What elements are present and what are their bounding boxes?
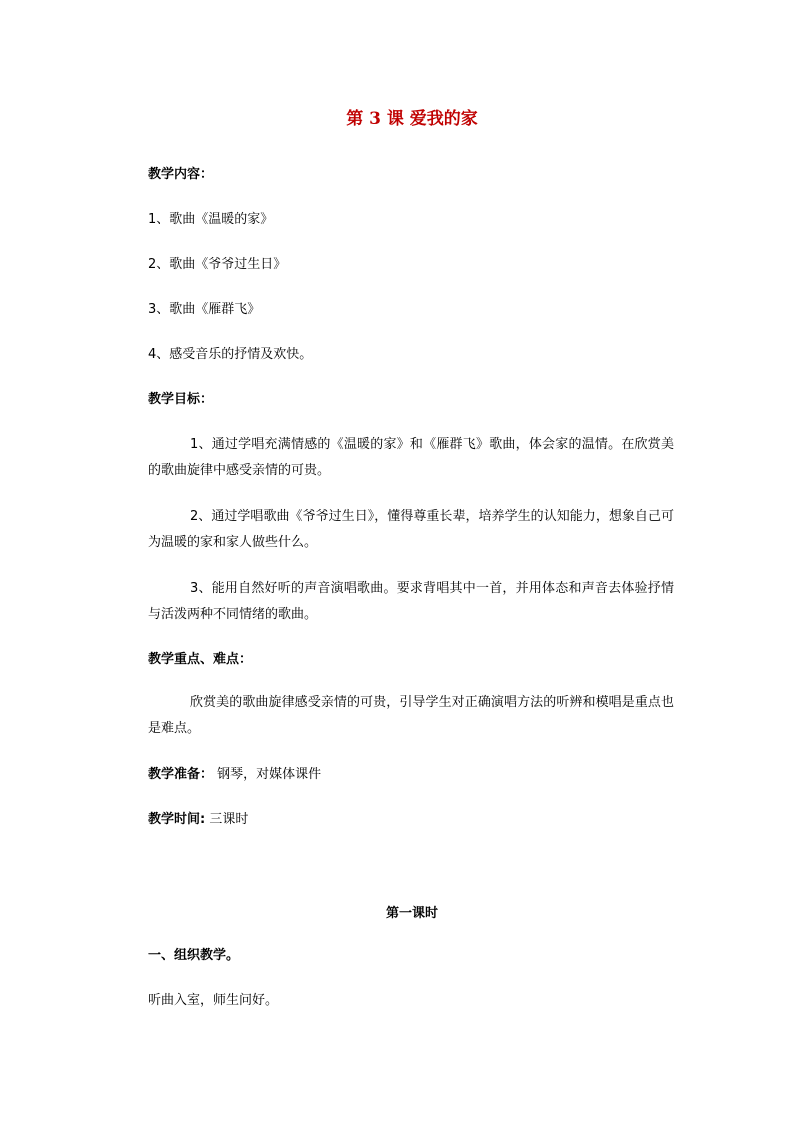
content-heading: 教学内容： — [148, 167, 214, 182]
preparation-value: 钢琴，对媒体课件 — [213, 767, 322, 782]
section-text: 听曲入室，师生问好。 — [148, 993, 279, 1008]
content-item: 1、歌曲《温暖的家》 — [148, 212, 274, 227]
lesson-heading: 第一课时 — [385, 906, 438, 921]
time-line — [148, 811, 248, 829]
section-heading: 一、组织教学。 — [148, 948, 240, 963]
preparation-label: 教学准备： — [148, 767, 214, 782]
time-value: 三课时 — [205, 812, 249, 827]
content-item: 2、歌曲《爷爷过生日》 — [148, 257, 287, 272]
goal-item: 1、通过学唱充满情感的《温暖的家》和《雁群飞》歌曲，体会家的温情。在欣赏美的歌曲旋律中感受亲情的可贵。 — [148, 437, 674, 478]
content-item: 3、歌曲《雁群飞》 — [148, 302, 261, 317]
time-label: 教学时间: — [148, 812, 206, 827]
preparation-line — [148, 766, 321, 784]
goal-item: 3、能用自然好听的声音演唱歌曲。要求背唱其中一首，并用体态和声音去体验抒情与活泼两种不同情绪的歌曲。 — [148, 581, 674, 622]
key-points-heading: 教学重点、难点： — [148, 652, 253, 667]
goal-item: 2、通过学唱歌曲《爷爷过生日》，懂得尊重长辈，培养学生的认知能力，想象自己可为温暖的家和家人做些什么。 — [148, 509, 674, 550]
content-item: 4、感受音乐的抒情及欢快。 — [148, 347, 313, 362]
page-title: 第 3 课 爱我的家 — [346, 109, 478, 129]
key-points-text: 欣赏美的歌曲旋律感受亲情的可贵，引导学生对正确演唱方法的听辨和模唱是重点也是难点。 — [148, 695, 674, 736]
goals-heading: 教学目标： — [148, 392, 214, 407]
